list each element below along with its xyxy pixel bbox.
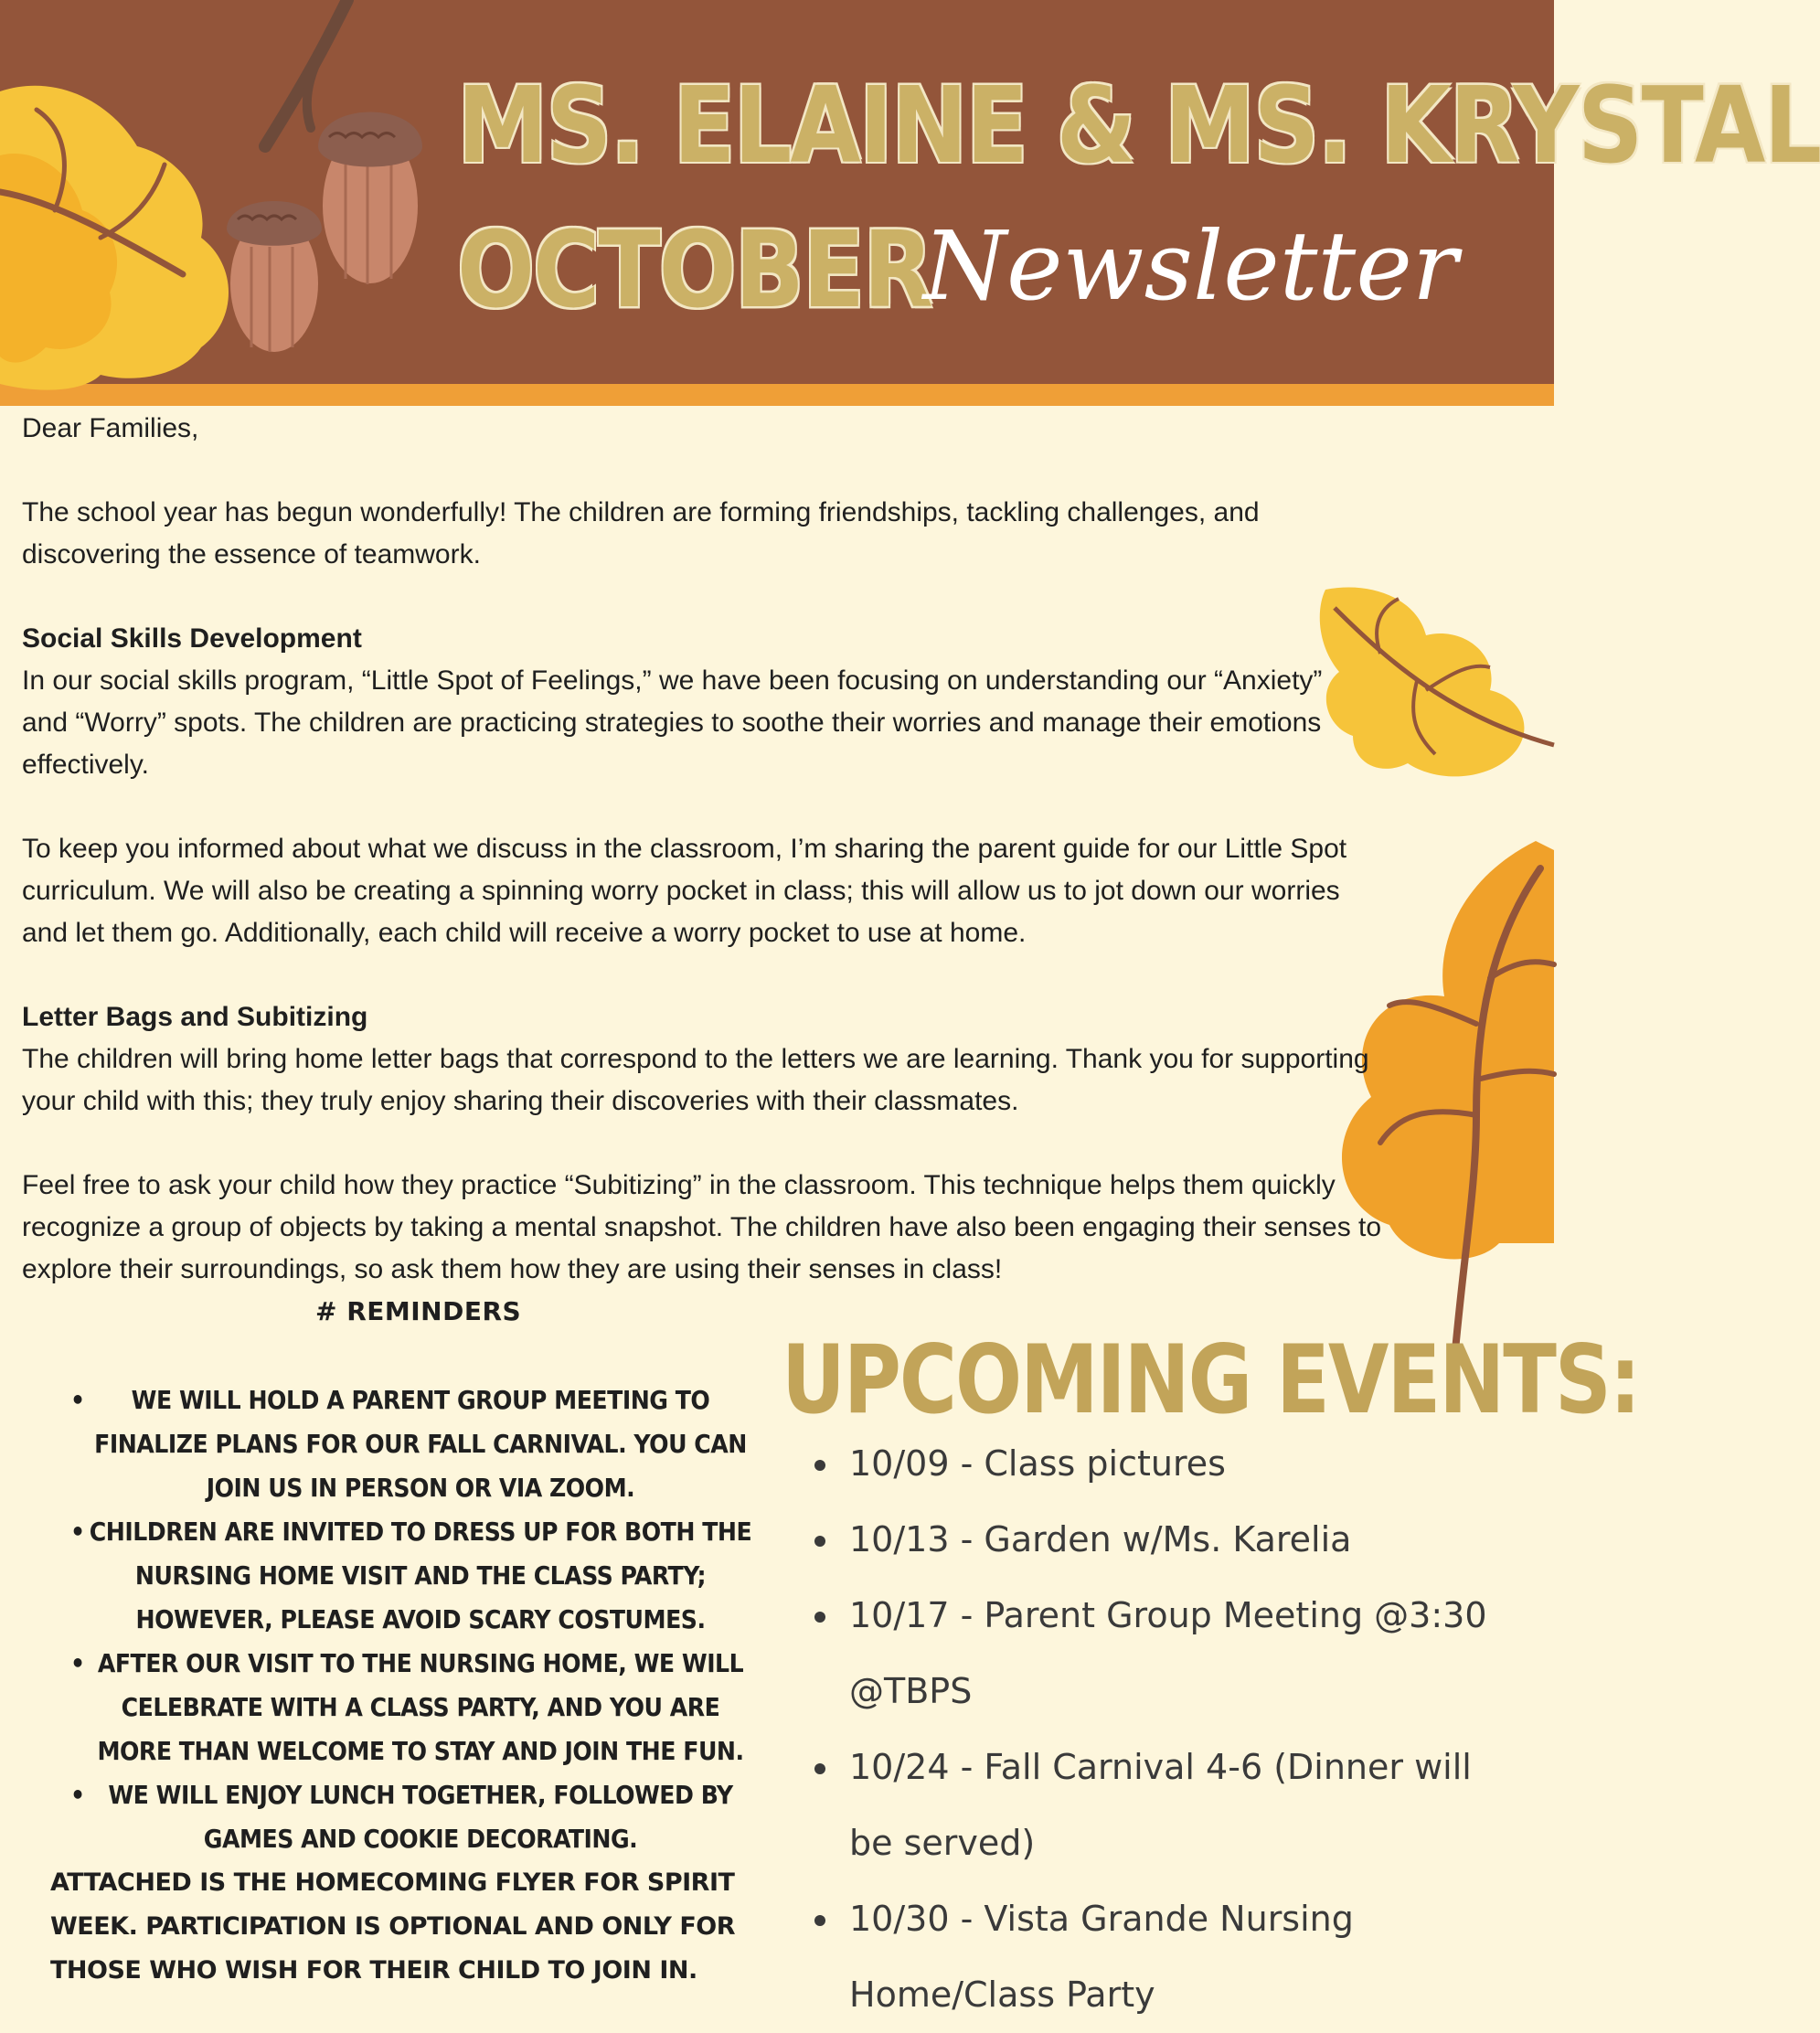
list-item: • 10/13 - Garden w/Ms. Karelia (842, 1502, 1504, 1578)
acorn-icon (311, 78, 430, 288)
list-item: • 10/17 - Parent Group Meeting @3:30 @TBPS (842, 1578, 1504, 1730)
list-item: • 10/24 - Fall Carnival 4-6 (Dinner will be served) (842, 1730, 1504, 1881)
list-item: • AFTER OUR VISIT TO THE NURSING HOME, WE WILL CELEBRATE WITH A CLASS PARTY, AND YOU ARE MORE THAN WELCOME TO STAY AND JOIN THE FUN. (70, 1648, 744, 1766)
reminders-list (50, 1378, 754, 1861)
section-heading-letter-bags: Letter Bags and Subitizing (22, 1002, 368, 1032)
month-title: OCTOBER (457, 208, 932, 332)
newsletter-script-word: Newsletter (923, 210, 1458, 322)
section-heading-social: Social Skills Development (22, 623, 362, 654)
letter-paragraph-1: The children will bring home letter bags that correspond to the letters we are learning. Thank you for supporting your child with this; they truly enjoy sharing their discoveries with their classmates. (22, 1044, 1369, 1116)
list-item: • WE WILL ENJOY LUNCH TOGETHER, FOLLOWED BY GAMES AND COOKIE DECORATING. (70, 1780, 733, 1854)
list-item: • 10/30 - Vista Grande Nursing Home/Class Party (842, 1881, 1504, 2033)
reminders-heading: # REMINDERS (315, 1296, 522, 1326)
intro-paragraph: The school year has begun wonderfully! The children are forming friendships, tackling challenges, and discovering the essence of teamwork. (22, 497, 1260, 569)
letter-body (22, 408, 1393, 1291)
social-paragraph-2: To keep you informed about what we discuss in the classroom, I’m sharing the parent guide for our Little Spot curriculum. We will also be creating a spinning worry pocket in class; this will allow us to jot down our worries and let them go. Additionally, each child will receive a worry pocket to use at home. (22, 834, 1347, 948)
events-list (809, 1426, 1504, 2033)
greeting: Dear Families, (22, 413, 199, 443)
list-item: • 10/09 - Class pictures (842, 1426, 1504, 1502)
list-item: • WE WILL HOLD A PARENT GROUP MEETING TO FINALIZE PLANS FOR OUR FALL CARNIVAL. YOU CAN JOIN US IN PERSON OR VIA ZOOM. (70, 1385, 747, 1503)
list-item: • CHILDREN ARE INVITED TO DRESS UP FOR BOTH THE NURSING HOME VISIT AND THE CLASS PARTY; HOWEVER, PLEASE AVOID SCARY COSTUMES. (70, 1517, 752, 1634)
letter-paragraph-2: Feel free to ask your child how they practice “Subitizing” in the classroom. This technique helps them quickly recognize a group of objects by taking a mental snapshot. The children have also been engaging their senses to explore their surroundings, so ask them how they are using their senses in class! (22, 1170, 1382, 1284)
events-title: UPCOMING EVENTS: (782, 1325, 1640, 1435)
social-paragraph-1: In our social skills program, “Little Spot of Feelings,” we have been focusing on understanding our “Anxiety” and “Worry” spots. The children are practicing strategies to soothe their worries and manage their emotions effectively. (22, 665, 1323, 780)
attached-note: ATTACHED IS THE HOMECOMING FLYER FOR SPIRIT WEEK. PARTICIPATION IS OPTIONAL AND ONLY FOR THOSE WHO WISH FOR THEIR CHILD TO JOIN IN. (50, 1868, 736, 1985)
newsletter-title: MS. ELAINE & MS. KRYSTAL (457, 64, 1820, 187)
